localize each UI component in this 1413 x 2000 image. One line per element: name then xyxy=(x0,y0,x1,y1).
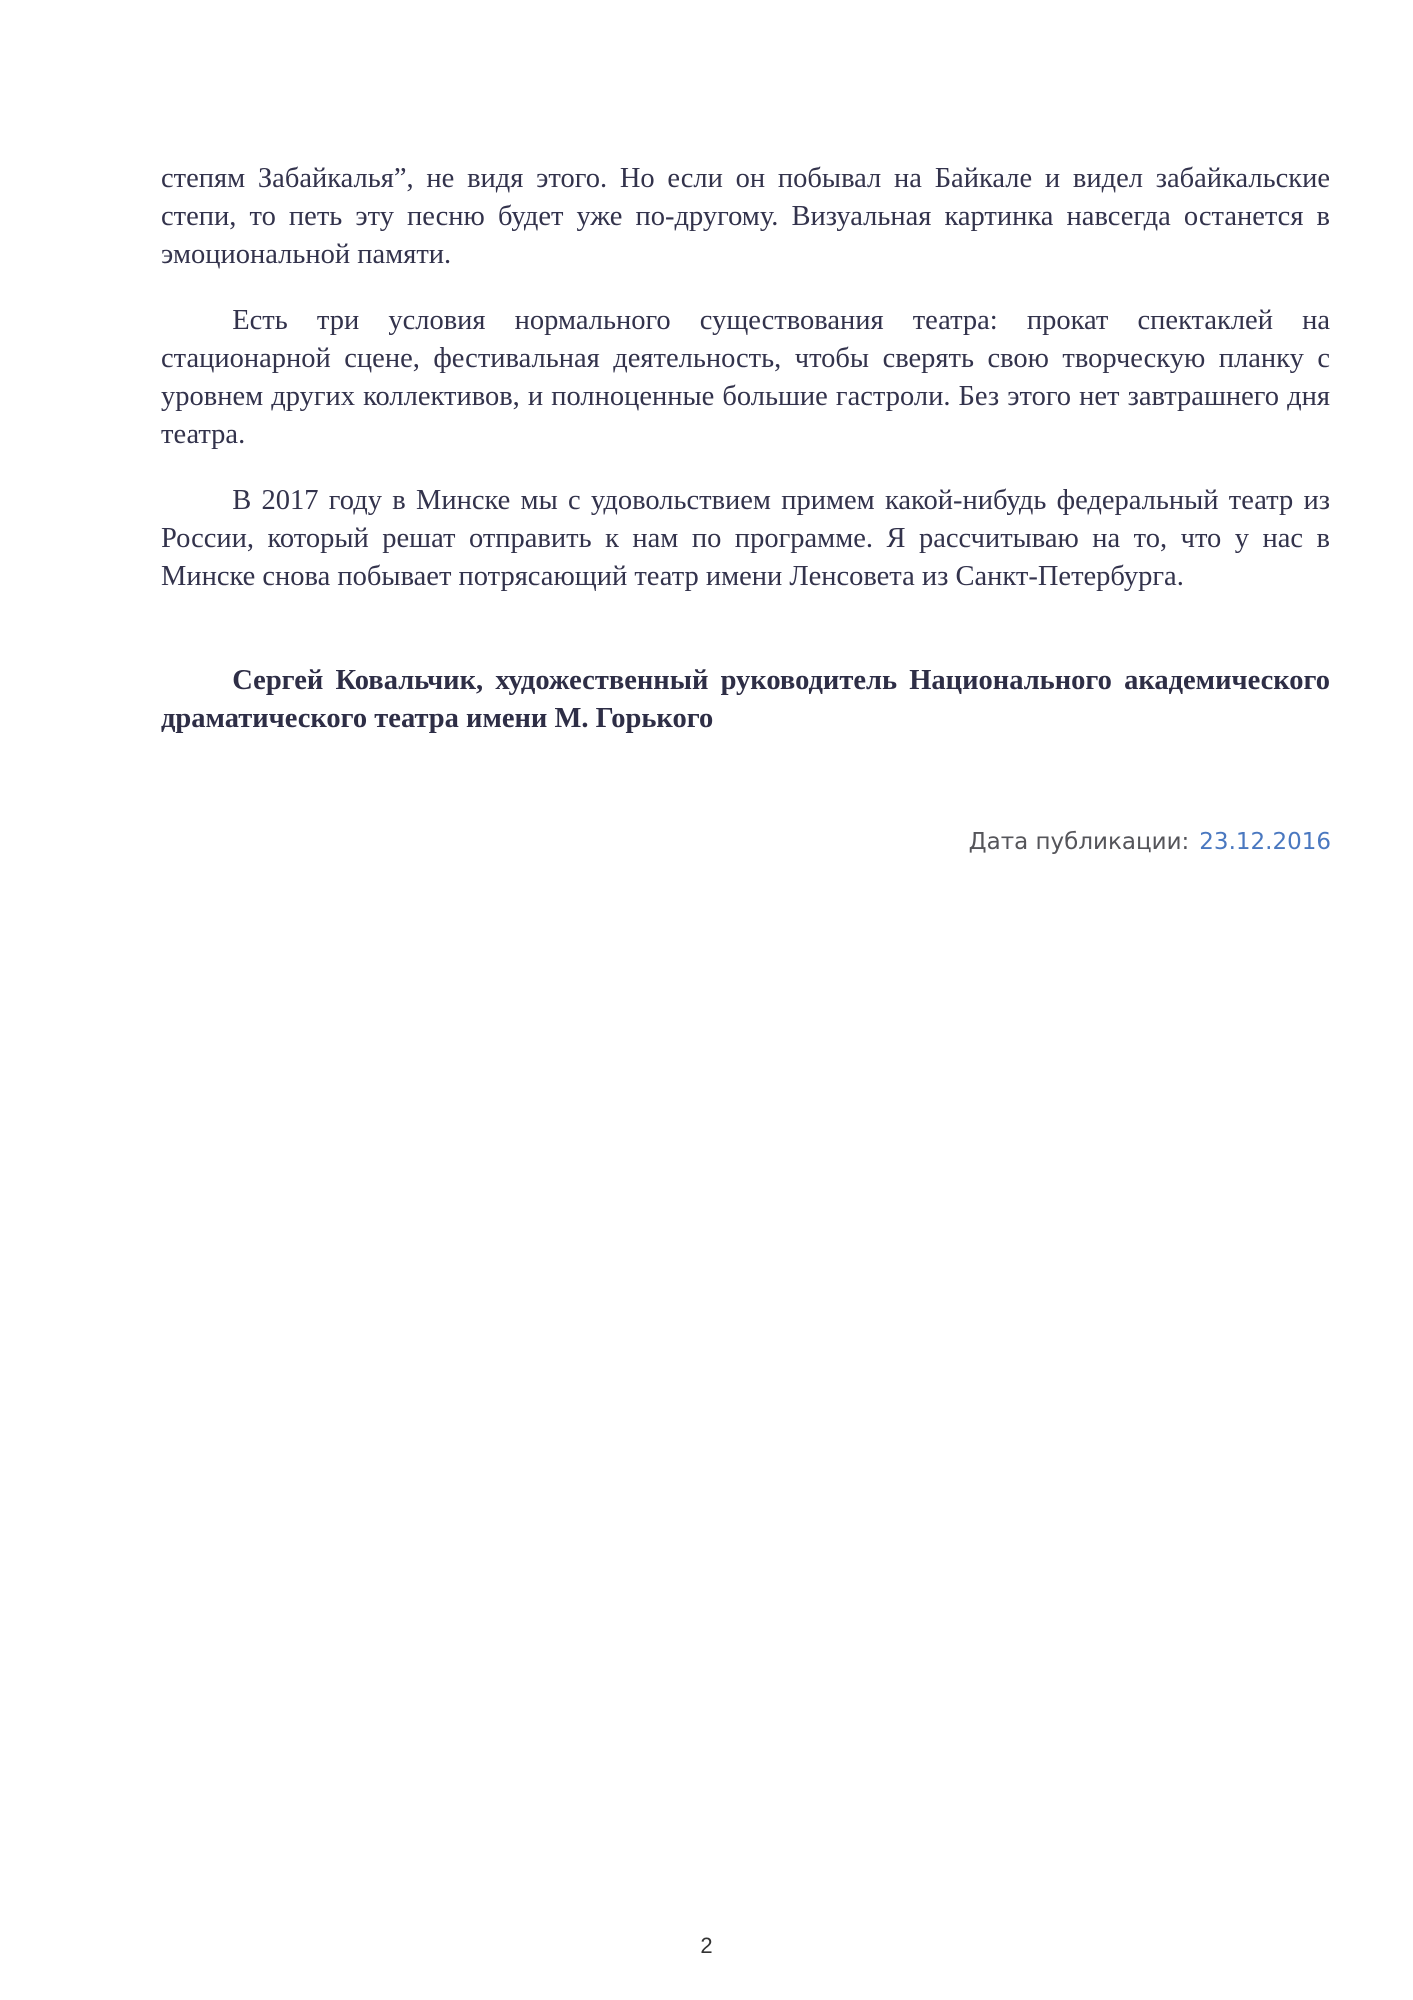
paragraph-theatre-conditions: Есть три условия нормального существования театра: прокат спектаклей на стационарной сцене, фестивальная деятельность, чтобы сверять свою творческую планку с уровнем других коллективов, и полноценные большие гастроли. Без этого нет завтрашнего дня театра. xyxy=(161,305,1330,450)
author-signature: Сергей Ковальчик, художественный руководитель Национального академического драматического театра имени М. Горького xyxy=(161,665,1330,734)
publication-date-value: 23.12.2016 xyxy=(1199,829,1331,855)
page-number: 2 xyxy=(700,1933,713,1958)
paragraph-continuation: степям Забайкалья”, не видя этого. Но если он побывал на Байкале и видел забайкальские степи, то петь эту песню будет уже по-другому. Визуальная картинка навсегда останется в эмоциональной памяти. xyxy=(161,163,1330,270)
publication-date-label: Дата публикации: xyxy=(968,829,1190,855)
paragraph-2017-plans: В 2017 году в Минске мы с удовольствием примем какой-нибудь федеральный театр из России, который решат отправить к нам по программе. Я рассчитываю на то, что у нас в Минске снова побывает потрясающий театр имени Ленсовета из Санкт-Петербурга. xyxy=(161,485,1330,592)
publication-date xyxy=(969,827,1331,857)
